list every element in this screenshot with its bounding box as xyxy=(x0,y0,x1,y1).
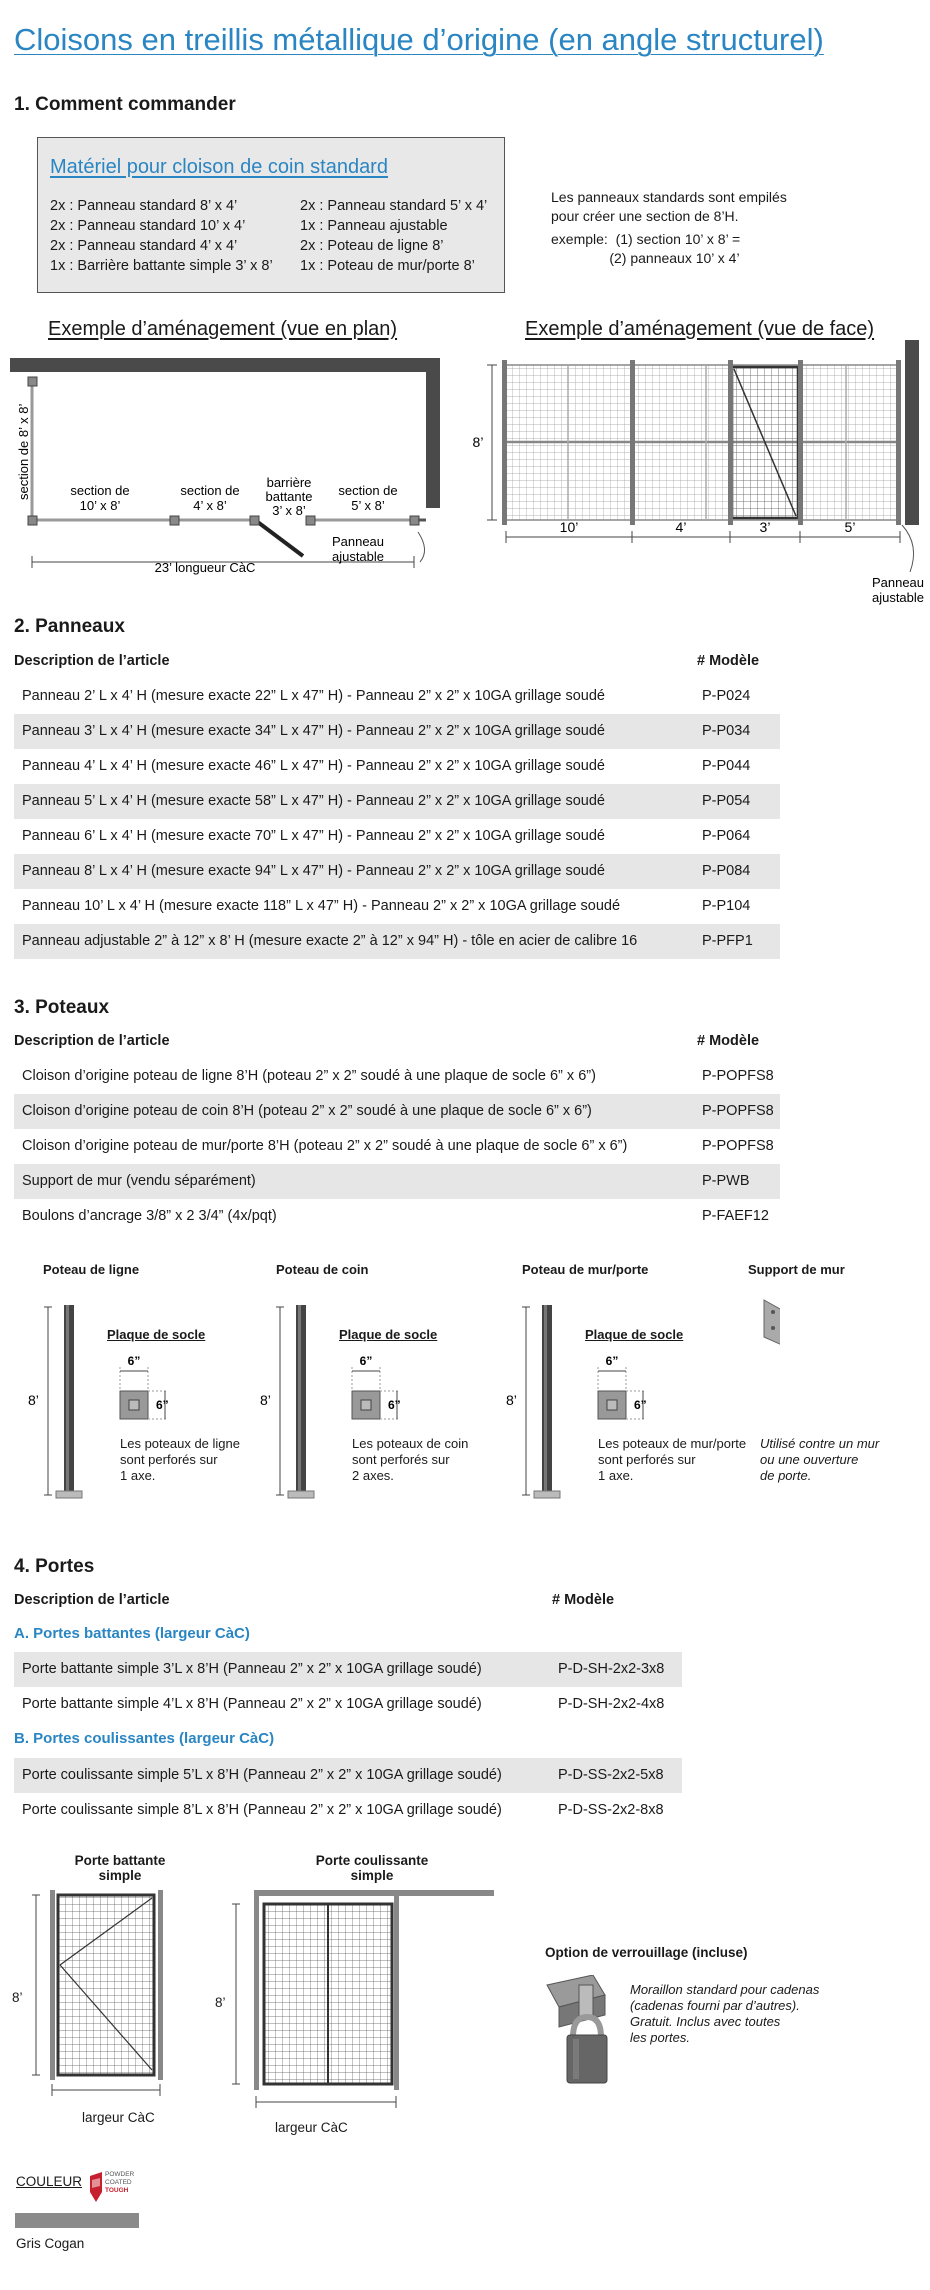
front-view-diagram xyxy=(470,340,930,610)
kit-list-left xyxy=(50,196,273,276)
plan-view-diagram xyxy=(10,350,450,590)
base-plate-label: Plaque de socle xyxy=(107,1327,206,1342)
wall-side xyxy=(905,340,919,525)
swing-door-width: largeur CàC xyxy=(82,2110,155,2125)
section-heading-panels: 2. Panneaux xyxy=(14,616,125,637)
plate-width: 6” xyxy=(605,1354,619,1368)
color-label: COULEUR xyxy=(16,2174,83,2189)
kit-item: 2x : Panneau standard 8’ x 4’ xyxy=(50,198,238,214)
kit-item: 2x : Panneau standard 10’ x 4’ xyxy=(50,218,246,234)
row-description: Panneau 10’ L x 4’ H (mesure exacte 118” L x 47” H) - Panneau 2” x 2” x 10GA grillage soudé xyxy=(22,898,621,914)
plan-label: 10’ x 8’ xyxy=(79,498,121,513)
row-model: P-POPFS8 xyxy=(702,1103,774,1119)
plan-label: ajustable xyxy=(331,549,385,564)
badge-text: TOUGH xyxy=(105,2187,129,2194)
table-row xyxy=(14,1687,682,1722)
plan-label-vertical: section de 8’ x 8’ xyxy=(16,403,31,500)
note-line: (2) panneaux 10’ x 4’ xyxy=(551,250,740,266)
kit-item: 1x : Panneau ajustable xyxy=(300,218,448,234)
wall-bracket-title: Support de mur xyxy=(748,1262,845,1277)
row-model: P-P054 xyxy=(702,793,751,809)
row-model: P-D-SS-2x2-8x8 xyxy=(558,1802,664,1818)
padlock-icon xyxy=(545,1975,625,2090)
row-model: P-P024 xyxy=(702,688,751,704)
table-row xyxy=(14,1758,682,1793)
row-description: Panneau adjustable 2” à 12” x 8’ H (mesure exacte 2” à 12” x 94” H) - tôle en acier de calibre 16 xyxy=(22,933,638,949)
plan-label: section de xyxy=(70,483,130,498)
plan-label: 5’ x 8’ xyxy=(351,498,385,513)
swing-door-title: Porte battante simple xyxy=(74,1853,166,1883)
table-row xyxy=(14,1164,780,1199)
plan-post xyxy=(28,377,37,386)
col-header-desc: Description de l’article xyxy=(14,1033,170,1049)
plan-label: section de xyxy=(338,483,398,498)
row-description: Panneau 6’ L x 4’ H (mesure exacte 70” L x 47” H) - Panneau 2” x 2” x 10GA grillage soudé xyxy=(22,828,605,844)
table-row xyxy=(14,784,780,819)
table-row xyxy=(14,1129,780,1164)
color-name: Gris Cogan xyxy=(16,2236,85,2251)
row-model: P-FAEF12 xyxy=(702,1208,769,1224)
post-height: 8’ xyxy=(506,1392,517,1408)
row-model: P-PWB xyxy=(702,1173,750,1189)
row-description: Porte battante simple 4’L x 8’H (Panneau 2” x 2” x 10GA grillage soudé) xyxy=(22,1696,482,1712)
kit-item: 2x : Poteau de ligne 8’ xyxy=(300,238,444,254)
table-row xyxy=(14,854,780,889)
table-row xyxy=(14,679,780,714)
kit-item: 2x : Panneau standard 5’ x 4’ xyxy=(300,198,488,214)
post-title: Poteau de mur/porte xyxy=(522,1262,649,1277)
front-label-width: 4’ xyxy=(675,519,687,535)
slide-door-width: largeur CàC xyxy=(275,2120,348,2135)
plan-post xyxy=(306,516,315,525)
plan-view-title: Exemple d’aménagement (vue en plan) xyxy=(48,318,398,340)
row-model: P-PFP1 xyxy=(702,933,753,949)
post-desc: Les poteaux de coin sont perforés sur 2 axes. xyxy=(352,1436,469,1483)
col-header-model: # Modèle xyxy=(552,1592,615,1608)
wall-bracket-desc: Utilisé contre un mur ou une ouverture de porte. xyxy=(760,1436,880,1483)
row-description: Boulons d’ancrage 3/8” x 2 3/4” (4x/pqt) xyxy=(22,1208,277,1224)
table-row xyxy=(14,714,780,749)
table-row xyxy=(14,819,780,854)
plan-post xyxy=(28,516,37,525)
post-desc: Les poteaux de mur/porte sont perforés sur 1 axe. xyxy=(598,1436,747,1483)
lock-option-desc: Moraillon standard pour cadenas (cadenas fourni par d’autres). Gratuit. Inclus avec toutes les portes. xyxy=(630,1982,820,2045)
plan-label-length: 23’ longueur CàC xyxy=(154,560,256,575)
row-model: P-P044 xyxy=(702,758,751,774)
front-label-width: 5’ xyxy=(844,519,856,535)
row-description: Cloison d’origine poteau de coin 8’H (poteau 2” x 2” soudé à une plaque de socle 6” x 6”) xyxy=(22,1103,592,1119)
table-row xyxy=(14,924,780,959)
col-header-model: # Modèle xyxy=(697,653,760,669)
table-row xyxy=(14,1793,682,1828)
lock-option-title: Option de verrouillage (incluse) xyxy=(545,1945,748,1960)
front-label-adj: Panneau xyxy=(871,575,925,590)
row-description: Porte coulissante simple 8’L x 8’H (Panneau 2” x 2” x 10GA grillage soudé) xyxy=(22,1802,502,1818)
section-heading-doors: 4. Portes xyxy=(14,1556,95,1577)
post-desc: Les poteaux de ligne sont perforés sur 1 axe. xyxy=(120,1436,240,1483)
plan-label: barrière xyxy=(266,475,312,490)
row-description: Panneau 4’ L x 4’ H (mesure exacte 46” L x 47” H) - Panneau 2” x 2” x 10GA grillage soudé xyxy=(22,758,605,774)
badge-shield-icon xyxy=(88,2172,104,2202)
plan-gate-line xyxy=(255,520,303,556)
slide-track xyxy=(254,1890,494,1896)
kit-item: 1x : Poteau de mur/porte 8’ xyxy=(300,258,475,274)
plate-width: 6” xyxy=(359,1354,373,1368)
front-label-width: 10’ xyxy=(559,519,579,535)
table-row xyxy=(14,1059,780,1094)
base-plate-label: Plaque de socle xyxy=(585,1327,684,1342)
plan-post xyxy=(410,516,419,525)
post-title: Poteau de ligne xyxy=(43,1262,140,1277)
kit-item: 1x : Barrière battante simple 3’ x 8’ xyxy=(50,258,273,274)
row-description: Support de mur (vendu séparément) xyxy=(22,1173,256,1189)
swing-door-height: 8’ xyxy=(12,1990,23,2005)
row-description: Panneau 8’ L x 4’ H (mesure exacte 94” L x 47” H) - Panneau 2” x 2” x 10GA grillage soudé xyxy=(22,863,605,879)
front-label-width: 3’ xyxy=(759,519,771,535)
plate-height: 6” xyxy=(156,1398,169,1412)
front-label-height: 8’ xyxy=(472,434,484,450)
kit-list-right xyxy=(300,196,487,276)
subheading-swing-doors: A. Portes battantes (largeur CàC) xyxy=(14,1625,250,1642)
front-view-title: Exemple d’aménagement (vue de face) xyxy=(525,318,875,340)
table-row xyxy=(14,1094,780,1129)
wall-right xyxy=(426,358,440,508)
slide-door-height: 8’ xyxy=(215,1995,226,2010)
plan-label: section de xyxy=(180,483,240,498)
section-heading-order: 1. Comment commander xyxy=(14,94,236,115)
row-model: P-D-SH-2x2-3x8 xyxy=(558,1661,665,1677)
doors-diagram xyxy=(30,1890,510,2120)
row-description: Cloison d’origine poteau de ligne 8’H (poteau 2” x 2” soudé à une plaque de socle 6” x 6”) xyxy=(22,1068,596,1084)
row-description: Porte coulissante simple 5’L x 8’H (Panneau 2” x 2” x 10GA grillage soudé) xyxy=(22,1767,502,1783)
wall-bracket xyxy=(764,1300,780,1345)
kit-item: 2x : Panneau standard 4’ x 4’ xyxy=(50,238,238,254)
post-title: Poteau de coin xyxy=(276,1262,369,1277)
row-model: P-P104 xyxy=(702,898,751,914)
badge-text: POWDER xyxy=(105,2171,135,2178)
row-model: P-P084 xyxy=(702,863,751,879)
front-label-adj: ajustable xyxy=(871,590,925,605)
row-model: P-P064 xyxy=(702,828,751,844)
row-model: P-D-SH-2x2-4x8 xyxy=(558,1696,665,1712)
base-plate-label: Plaque de socle xyxy=(339,1327,438,1342)
plate-height: 6” xyxy=(388,1398,401,1412)
subheading-sliding-doors: B. Portes coulissantes (largeur CàC) xyxy=(14,1730,275,1747)
plate-height: 6” xyxy=(634,1398,647,1412)
plan-label: Panneau xyxy=(331,534,385,549)
row-model: P-POPFS8 xyxy=(702,1068,774,1084)
row-description: Cloison d’origine poteau de mur/porte 8’H (poteau 2” x 2” soudé à une plaque de socle 6” x 6”) xyxy=(22,1138,628,1154)
stacking-note xyxy=(551,188,787,268)
row-model: P-P034 xyxy=(702,723,751,739)
slide-door-title: Porte coulissante simple xyxy=(315,1853,429,1883)
row-description: Panneau 5’ L x 4’ H (mesure exacte 58” L x 47” H) - Panneau 2” x 2” x 10GA grillage soudé xyxy=(22,793,605,809)
plan-label: battante xyxy=(265,489,313,504)
row-model: P-POPFS8 xyxy=(702,1138,774,1154)
kit-title: Matériel pour cloison de coin standard xyxy=(50,156,388,178)
col-header-desc: Description de l’article xyxy=(14,653,170,669)
row-description: Porte battante simple 3’L x 8’H (Panneau 2” x 2” x 10GA grillage soudé) xyxy=(22,1661,482,1677)
page-title: Cloisons en treillis métallique d’origine (en angle structurel) xyxy=(14,22,824,57)
table-row xyxy=(14,1652,682,1687)
note-line: Les panneaux standards sont empilés xyxy=(551,189,787,205)
plate-width: 6” xyxy=(127,1354,141,1368)
wall-top xyxy=(10,358,440,372)
plan-label: 3’ x 8’ xyxy=(272,503,306,518)
row-model: P-D-SS-2x2-5x8 xyxy=(558,1767,664,1783)
plan-label: 4’ x 8’ xyxy=(193,498,227,513)
row-description: Panneau 2’ L x 4’ H (mesure exacte 22” L x 47” H) - Panneau 2” x 2” x 10GA grillage soudé xyxy=(22,688,605,704)
badge-text: COATED xyxy=(105,2179,132,2186)
table-row xyxy=(14,749,780,784)
post-height: 8’ xyxy=(260,1392,271,1408)
post-height: 8’ xyxy=(28,1392,39,1408)
plan-post xyxy=(250,516,259,525)
section-heading-posts: 3. Poteaux xyxy=(14,997,110,1018)
col-header-desc: Description de l’article xyxy=(14,1592,170,1608)
table-row xyxy=(14,1199,780,1234)
color-swatch xyxy=(15,2213,139,2228)
plan-post xyxy=(170,516,179,525)
table-row xyxy=(14,889,780,924)
swing-door xyxy=(58,1895,154,2075)
col-header-model: # Modèle xyxy=(697,1033,760,1049)
kit-box xyxy=(37,137,505,293)
powder-coated-badge xyxy=(88,2170,142,2204)
row-description: Panneau 3’ L x 4’ H (mesure exacte 34” L x 47” H) - Panneau 2” x 2” x 10GA grillage soudé xyxy=(22,723,605,739)
note-line: exemple: (1) section 10’ x 8’ = xyxy=(551,231,741,247)
note-line: pour créer une section de 8’H. xyxy=(551,208,739,224)
